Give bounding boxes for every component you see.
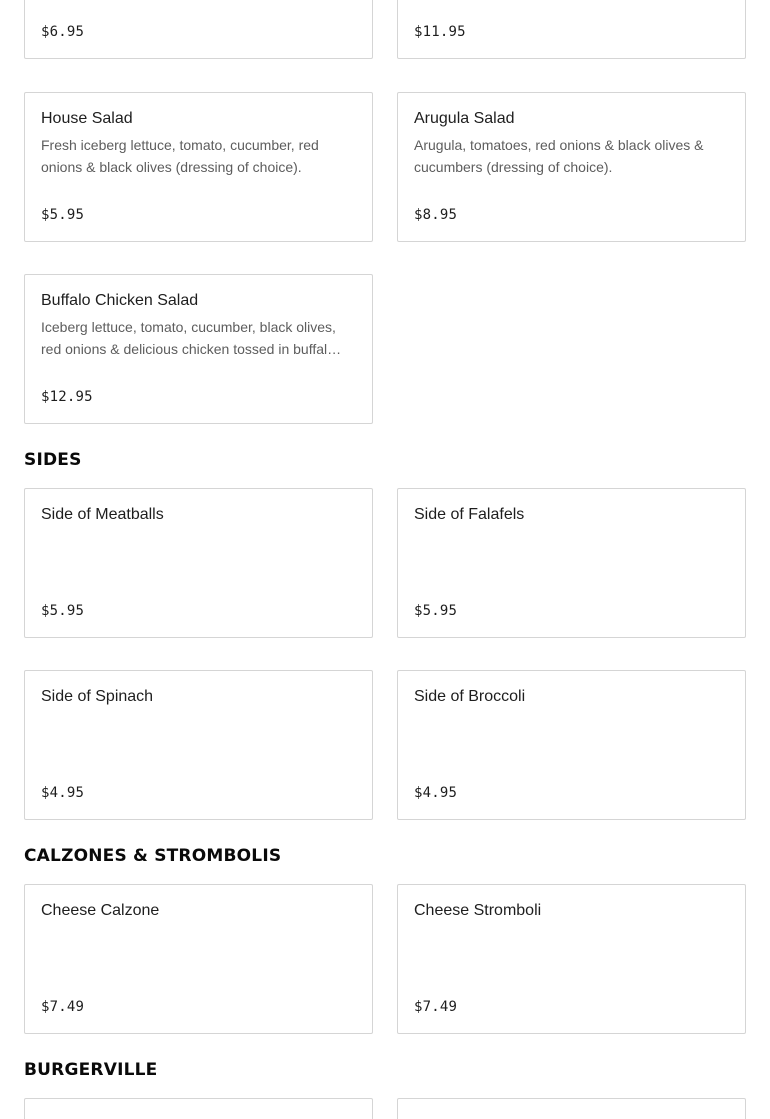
item-price: $6.95 <box>41 24 85 40</box>
item-price: $5.95 <box>41 603 85 619</box>
menu-item-card[interactable] <box>397 0 746 59</box>
item-price: $4.95 <box>41 785 85 801</box>
section-title-sides: SIDES <box>24 450 82 470</box>
item-description: Arugula, tomatoes, red onions & black olives & cucumbers (dressing of choice). <box>414 137 704 175</box>
item-name: Side of Broccoli <box>414 688 526 705</box>
item-price: $12.95 <box>41 389 93 405</box>
menu-item-side-of-meatballs[interactable] <box>24 488 373 638</box>
section-title-calzones: CALZONES & STROMBOLIS <box>24 846 282 866</box>
item-name: Side of Spinach <box>41 688 154 705</box>
item-name: House Salad <box>41 110 133 127</box>
item-name: Arugula Salad <box>414 110 515 127</box>
item-price: $8.95 <box>414 207 458 223</box>
menu-item-card[interactable] <box>24 1098 373 1119</box>
item-price: $7.49 <box>41 999 85 1015</box>
item-name: Side of Falafels <box>414 506 525 523</box>
menu-item-card[interactable] <box>24 0 373 59</box>
item-name: Cheese Calzone <box>41 902 160 919</box>
item-name: Cheese Stromboli <box>414 902 542 919</box>
menu-item-house-salad[interactable] <box>24 92 373 242</box>
item-price: $5.95 <box>41 207 85 223</box>
item-price: $4.95 <box>414 785 458 801</box>
item-name: Buffalo Chicken Salad <box>41 292 199 309</box>
menu-item-side-of-spinach[interactable] <box>24 670 373 820</box>
menu-item-buffalo-chicken-salad[interactable] <box>24 274 373 424</box>
item-price: $7.49 <box>414 999 458 1015</box>
menu-item-card[interactable] <box>397 1098 746 1119</box>
section-title-burgerville: BURGERVILLE <box>24 1060 158 1080</box>
item-price: $5.95 <box>414 603 458 619</box>
menu-item-side-of-broccoli[interactable] <box>397 670 746 820</box>
menu-item-side-of-falafels[interactable] <box>397 488 746 638</box>
menu-item-cheese-stromboli[interactable] <box>397 884 746 1034</box>
item-description: Iceberg lettuce, tomato, cucumber, black olives, red onions & delicious chicken tossed in buffal… <box>41 319 342 357</box>
item-name: Side of Meatballs <box>41 506 164 523</box>
menu-item-cheese-calzone[interactable] <box>24 884 373 1034</box>
item-description: Fresh iceberg lettuce, tomato, cucumber, red onions & black olives (dressing of choice). <box>41 137 319 175</box>
item-price: $11.95 <box>414 24 466 40</box>
menu-item-arugula-salad[interactable] <box>397 92 746 242</box>
